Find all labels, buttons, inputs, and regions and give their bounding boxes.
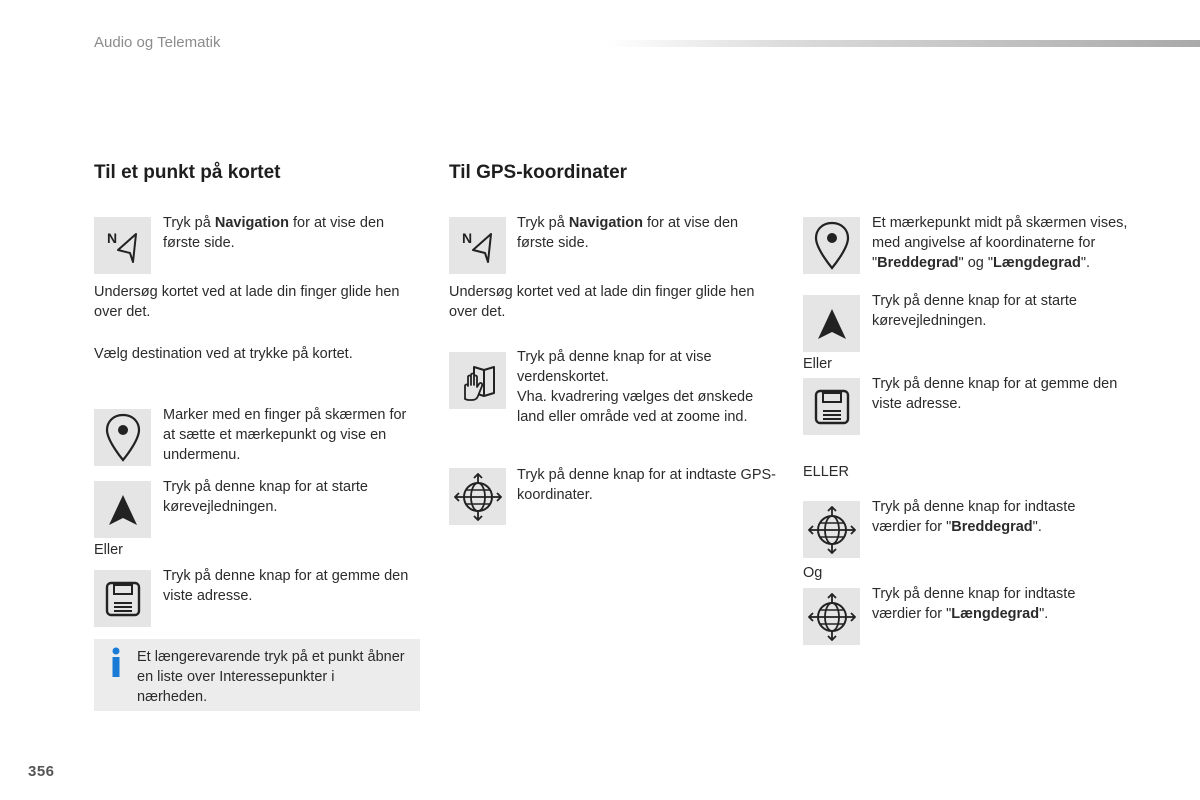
left-or-label: Eller xyxy=(94,542,124,558)
start-guidance-icon-gps[interactable] xyxy=(803,295,860,352)
save-icon-gps[interactable] xyxy=(803,378,860,435)
page-number: 356 xyxy=(28,763,55,780)
navigation-icon-gps[interactable] xyxy=(449,217,506,274)
navigation-icon[interactable] xyxy=(94,217,151,274)
right-latitude-text: Tryk på denne knap for indtaste værdier for "Breddegrad". xyxy=(872,499,1076,535)
left-marker-text: Marker med en finger på skærmen for at sætte et mærkepunkt og vise en undermenu. xyxy=(163,407,407,463)
right-or-caps-label: ELLER xyxy=(803,464,849,480)
map-pin-icon-gps[interactable] xyxy=(803,217,860,274)
start-guidance-icon[interactable] xyxy=(94,481,151,538)
gps-globe-icon[interactable] xyxy=(449,468,506,525)
middle-nav-text: Tryk på Navigation for at vise den første side. xyxy=(517,215,739,251)
map-pin-icon[interactable] xyxy=(94,409,151,466)
left-choose-text: Vælg destination ved at trykke på kortet. xyxy=(94,346,353,362)
svg-text:N: N xyxy=(106,229,117,246)
left-save-text: Tryk på denne knap for at gemme den viste adresse. xyxy=(163,568,409,604)
latitude-globe-icon[interactable] xyxy=(803,501,860,558)
longitude-globe-icon[interactable] xyxy=(803,588,860,645)
left-explore-text: Undersøg kortet ved at lade din finger glide hen over det. xyxy=(94,284,400,320)
svg-text:N: N xyxy=(461,229,472,246)
save-icon[interactable] xyxy=(94,570,151,627)
section-title-gps: Til GPS-koordinater xyxy=(449,162,628,183)
right-marker-text: Et mærkepunkt midt på skærmen vises, med angivelse af koordinaterne for "Breddegrad" og "Længdegrad". xyxy=(872,215,1128,271)
right-and-label: Og xyxy=(803,565,823,581)
right-start-text: Tryk på denne knap for at starte kørevejledningen. xyxy=(872,293,1077,329)
middle-world-text: Tryk på denne knap for at vise verdenskortet. Vha. kvadrering vælges det ønskede land eller område ved at zoome ind. xyxy=(517,349,754,425)
middle-gps-text: Tryk på denne knap for at indtaste GPS-koordinater. xyxy=(517,467,776,503)
info-text: Et længerevarende tryk på et punkt åbner en liste over Interessepunkter i nærheden. xyxy=(137,649,405,705)
info-icon xyxy=(110,647,122,677)
world-map-icon[interactable] xyxy=(449,352,506,409)
header-title: Audio og Telematik xyxy=(94,34,221,51)
right-save-text: Tryk på denne knap for at gemme den viste adresse. xyxy=(872,376,1118,412)
header-rule xyxy=(606,40,1200,47)
section-title-map-point: Til et punkt på kortet xyxy=(94,162,281,183)
right-or-label: Eller xyxy=(803,356,833,372)
left-nav-text: Tryk på Navigation for at vise den første side. xyxy=(163,215,385,251)
middle-explore-text: Undersøg kortet ved at lade din finger glide hen over det. xyxy=(449,284,755,320)
right-longitude-text: Tryk på denne knap for indtaste værdier for "Længdegrad". xyxy=(872,586,1076,622)
left-start-text: Tryk på denne knap for at starte kørevejledningen. xyxy=(163,479,368,515)
